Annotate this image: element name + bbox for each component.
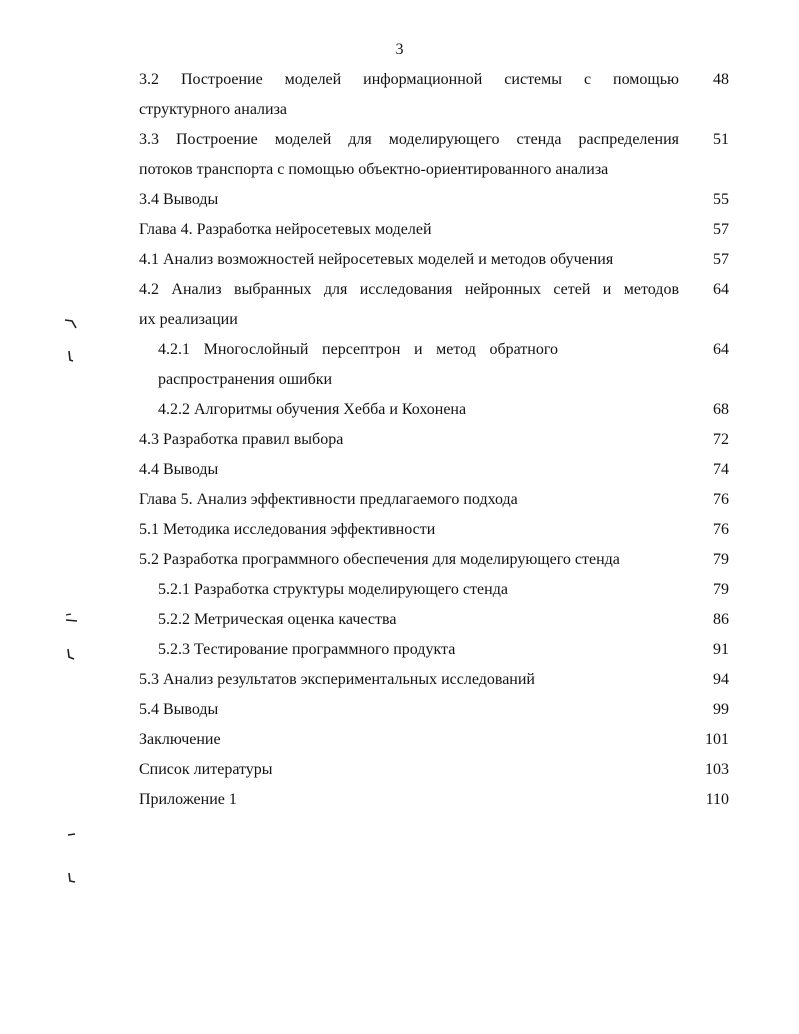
toc-entry-title bbox=[158, 635, 558, 665]
toc-entry-title bbox=[139, 65, 679, 125]
toc-entry bbox=[0, 755, 799, 785]
toc-entry-line: Заключение bbox=[139, 731, 221, 748]
toc-entry-line: распространения ошибки bbox=[158, 371, 333, 388]
toc-entry-line: структурного анализа bbox=[139, 101, 288, 118]
toc-entry-page: 79 bbox=[713, 551, 729, 568]
toc-entry-title bbox=[139, 785, 679, 815]
toc-entry-line: 5.4 Выводы bbox=[139, 701, 219, 718]
toc-entry-page: 57 bbox=[713, 221, 729, 238]
toc-entry bbox=[0, 65, 799, 125]
scan-mark-icon bbox=[64, 612, 78, 624]
toc-entry-title bbox=[139, 665, 679, 695]
toc-entry-title bbox=[139, 695, 679, 725]
toc-entry-page: 74 bbox=[713, 461, 729, 478]
toc-entry-line: потоков транспорта с помощью объектно-ориентированного анализа bbox=[139, 161, 609, 178]
page-number: 3 bbox=[395, 41, 404, 58]
toc-entry-line: Приложение 1 bbox=[139, 791, 237, 808]
toc-entry-page: 79 bbox=[713, 581, 729, 598]
toc-entry-line: 4.3 Разработка правил выбора bbox=[139, 431, 344, 448]
toc-entry-title bbox=[158, 605, 558, 635]
toc-entry-page: 91 bbox=[713, 641, 729, 658]
toc-entry-line: 4.4 Выводы bbox=[139, 461, 219, 478]
toc-entry-title bbox=[139, 215, 679, 245]
toc-entry bbox=[0, 395, 799, 425]
toc-entry bbox=[0, 455, 799, 485]
toc-entry-line: их реализации bbox=[139, 311, 238, 328]
toc-entry-page: 103 bbox=[705, 761, 729, 778]
toc-entry-line: 5.1 Методика исследования эффективности bbox=[139, 521, 436, 538]
toc-entry-line: 5.3 Анализ результатов экспериментальных исследований bbox=[139, 671, 535, 688]
toc-entry-page: 99 bbox=[713, 701, 729, 718]
toc-entry-title bbox=[139, 725, 679, 755]
toc-entry-line: 4.2.2 Алгоритмы обучения Хебба и Кохонена bbox=[158, 401, 467, 418]
toc-entry-line: Список литературы bbox=[139, 761, 273, 778]
toc-entry-title bbox=[139, 425, 679, 455]
scan-mark-icon bbox=[66, 872, 80, 884]
toc-entry-title bbox=[158, 335, 558, 395]
toc-entry-page: 101 bbox=[705, 731, 729, 748]
toc-entry bbox=[0, 425, 799, 455]
toc-entry bbox=[0, 335, 799, 395]
toc-entry-title bbox=[139, 185, 679, 215]
toc-entry-line: 4.2 Анализ выбранных для исследования нейронных сетей и методов bbox=[139, 281, 679, 298]
toc-entry bbox=[0, 515, 799, 545]
toc-entry-line: 5.2.3 Тестирование программного продукта bbox=[158, 641, 456, 658]
toc-entry-line: 5.2.2 Метрическая оценка качества bbox=[158, 611, 397, 628]
scan-mark-icon bbox=[64, 648, 78, 660]
toc-entry-title bbox=[139, 485, 679, 515]
toc-entry-title bbox=[139, 245, 679, 275]
toc-entry bbox=[0, 215, 799, 245]
toc-entry bbox=[0, 725, 799, 755]
toc-entry bbox=[0, 275, 799, 335]
toc-entry-title bbox=[158, 395, 558, 425]
toc-entry-line: 3.2 Построение моделей информационной системы с помощью bbox=[139, 71, 679, 88]
toc-entry-page: 68 bbox=[713, 401, 729, 418]
toc-entry bbox=[0, 245, 799, 275]
toc-entry-line: 5.2 Разработка программного обеспечения для моделирующего стенда bbox=[139, 551, 620, 568]
scan-mark-icon bbox=[66, 832, 80, 844]
toc-entry-page: 51 bbox=[713, 131, 729, 148]
toc-entry-line: Глава 5. Анализ эффективности предлагаемого подхода bbox=[139, 491, 518, 508]
toc-entry bbox=[0, 545, 799, 575]
toc-entry bbox=[0, 635, 799, 665]
toc-entry-page: 64 bbox=[713, 281, 729, 298]
toc-entry-line: 5.2.1 Разработка структуры моделирующего стенда bbox=[158, 581, 508, 598]
toc-entry bbox=[0, 575, 799, 605]
toc-entry-page: 76 bbox=[713, 521, 729, 538]
toc-entry bbox=[0, 185, 799, 215]
toc-entry bbox=[0, 125, 799, 185]
toc-entry-page: 110 bbox=[705, 791, 729, 808]
toc-entry-title bbox=[139, 515, 679, 545]
toc-entry bbox=[0, 605, 799, 635]
toc-entry-line: 3.3 Построение моделей для моделирующего стенда распределения bbox=[139, 131, 679, 148]
toc-entry-title bbox=[139, 125, 679, 185]
scan-mark-icon bbox=[64, 350, 78, 362]
scan-mark-icon bbox=[64, 318, 78, 330]
toc-entry-line: 4.1 Анализ возможностей нейросетевых моделей и методов обучения bbox=[139, 251, 614, 268]
toc-entry-line: 3.4 Выводы bbox=[139, 191, 219, 208]
toc-entry-page: 48 bbox=[713, 71, 729, 88]
toc-entry-page: 72 bbox=[713, 431, 729, 448]
toc-entry-line: 4.2.1 Многослойный персептрон и метод обратного bbox=[158, 341, 558, 358]
toc-entry-title bbox=[139, 275, 679, 335]
toc-entry-page: 57 bbox=[713, 251, 729, 268]
toc-entry-page: 94 bbox=[713, 671, 729, 688]
toc-entry bbox=[0, 485, 799, 515]
toc-entry-title bbox=[139, 755, 679, 785]
toc-entry-page: 55 bbox=[713, 191, 729, 208]
toc-entry-page: 86 bbox=[713, 611, 729, 628]
toc-entry bbox=[0, 695, 799, 725]
toc-entry-line: Глава 4. Разработка нейросетевых моделей bbox=[139, 221, 432, 238]
toc-entry bbox=[0, 785, 799, 815]
toc-entry-title bbox=[139, 455, 679, 485]
toc-entry-title bbox=[139, 545, 679, 575]
toc-entry-page: 76 bbox=[713, 491, 729, 508]
toc-entry-page: 64 bbox=[713, 341, 729, 358]
toc-entry-title bbox=[158, 575, 558, 605]
toc-entry bbox=[0, 665, 799, 695]
